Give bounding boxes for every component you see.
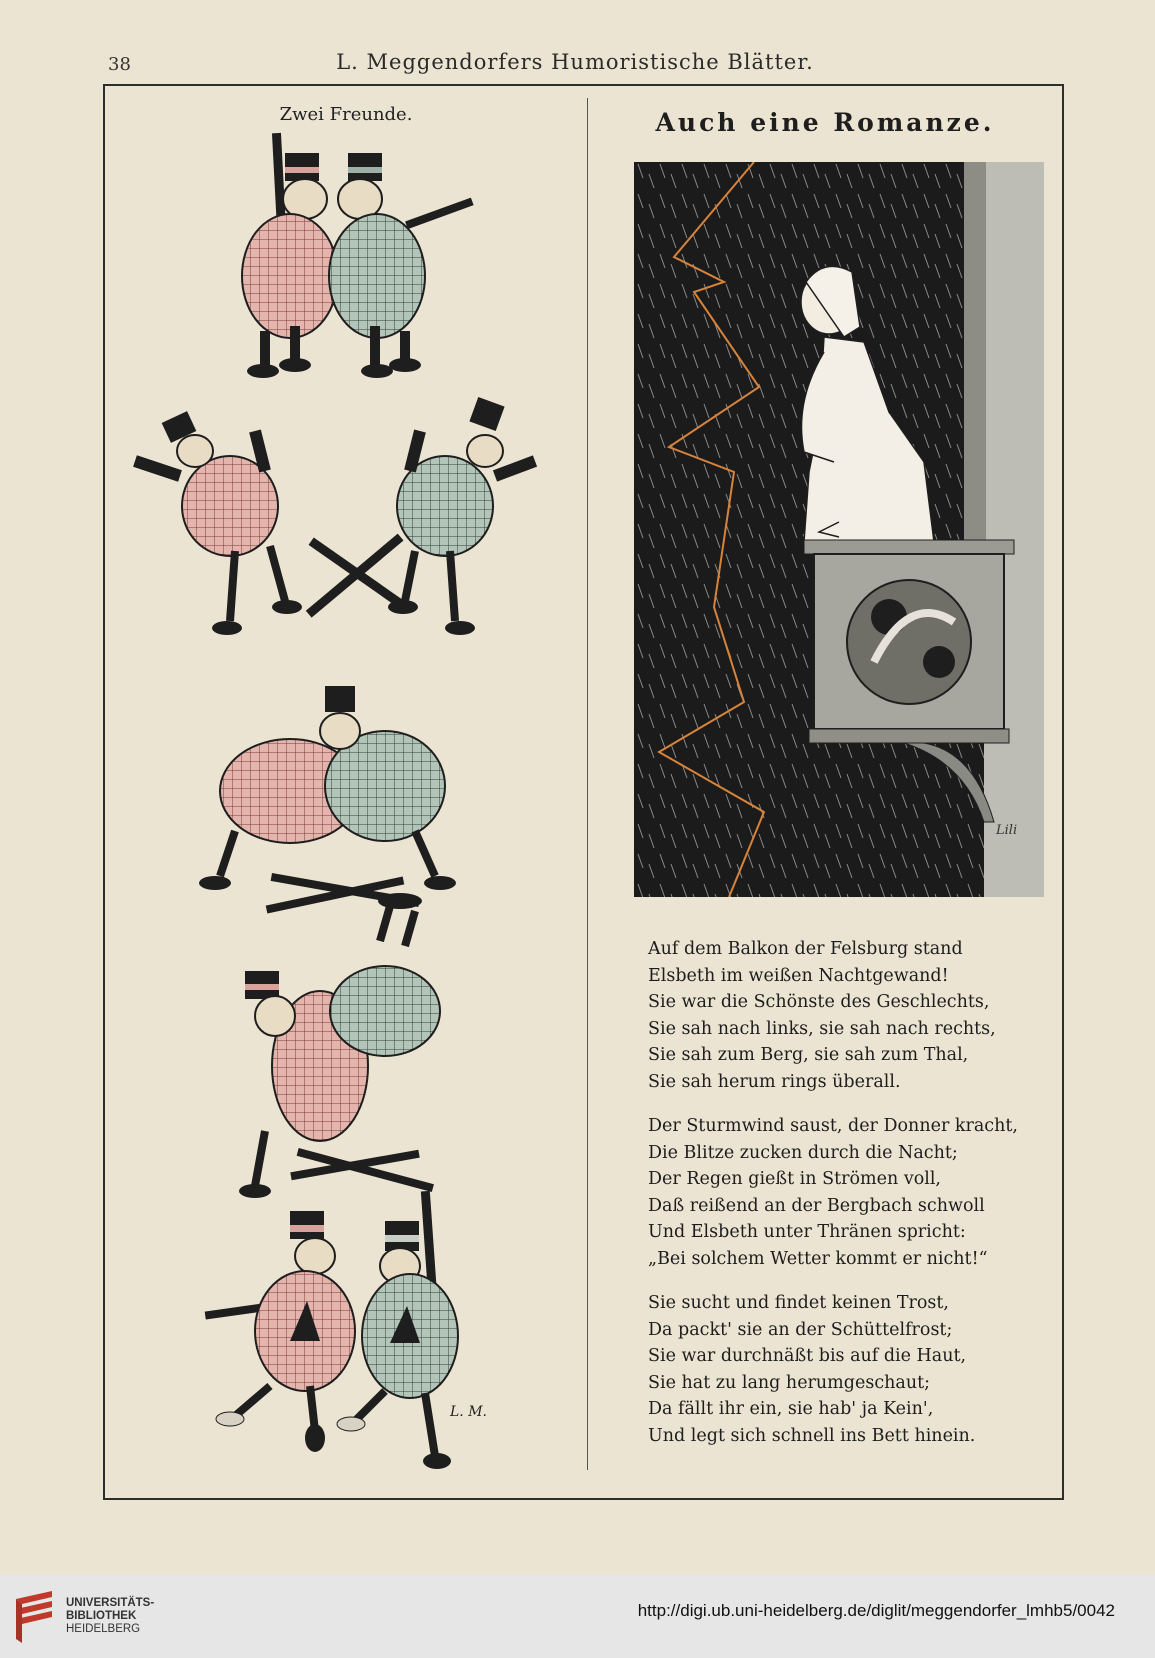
library-logo-icon	[12, 1589, 60, 1645]
poem-line: Und Elsbeth unter Thränen spricht:	[648, 1222, 966, 1242]
poem-line: Da fällt ihr ein, sie hab' ja Kein',	[648, 1399, 934, 1419]
scene-embrace	[242, 133, 474, 378]
stanza-2	[648, 1113, 1048, 1272]
poem-line: Die Blitze zucken durch die Nacht;	[648, 1142, 958, 1163]
poem-line: Sie sucht und findet keinen Trost,	[648, 1293, 949, 1313]
page-number: 38	[108, 54, 131, 75]
balcony-illustration	[634, 162, 1044, 897]
poem-line: Auf dem Balkon der Felsburg stand	[648, 939, 963, 959]
poem-line: Sie war durchnäßt bis auf die Haut,	[648, 1346, 967, 1366]
poem-line: Der Regen gießt in Strömen voll,	[648, 1169, 941, 1189]
balcony-signature: Lili	[996, 823, 1018, 838]
scene-apart	[135, 397, 535, 635]
poem-line: Sie sah zum Berg, sie sah zum Thal,	[648, 1045, 969, 1065]
scene-fight	[199, 686, 456, 913]
scene-upended	[239, 893, 440, 1198]
poem-line: Elsbeth im weißen Nachtgewand!	[648, 965, 949, 986]
poem-line: Daß reißend an der Bergbach schwoll	[648, 1195, 985, 1216]
library-name	[66, 1597, 154, 1636]
right-column	[588, 86, 1062, 1498]
running-title: L. Meggendorfers Humoristische Blätter.	[336, 50, 814, 74]
poem-title: Auch eine Romanze.	[655, 108, 995, 137]
permalink-url[interactable]: http://digi.ub.uni-heidelberg.de/diglit/meggendorfer_lmhb5/0042	[637, 1601, 1115, 1620]
library-name-line: BIBLIOTHEK	[66, 1610, 137, 1622]
poem-line: Der Sturmwind saust, der Donner kracht,	[648, 1116, 1018, 1136]
cartoon-illustration	[115, 131, 575, 1476]
cartoon-title: Zwei Freunde.	[279, 104, 413, 125]
poem-line: Sie hat zu lang herumgeschaut;	[648, 1372, 931, 1393]
scene-together	[205, 1191, 458, 1469]
poem-line: Sie sah nach links, sie sah nach rechts,	[648, 1018, 996, 1039]
poem-line: Und legt sich schnell ins Bett hinein.	[648, 1425, 976, 1446]
library-footer	[0, 1575, 1155, 1658]
poem-line: „Bei solchem Wetter kommt er nicht!“	[648, 1248, 988, 1269]
stanza-3	[648, 1290, 1048, 1449]
library-name-line: HEIDELBERG	[66, 1623, 141, 1635]
poem	[648, 936, 1048, 1467]
poem-line: Da packt' sie an der Schüttelfrost;	[648, 1319, 953, 1340]
stanza-1	[648, 936, 1048, 1095]
library-name-line: UNIVERSITÄTS-	[66, 1597, 155, 1609]
content-frame	[103, 84, 1064, 1500]
left-column	[105, 86, 587, 1498]
poem-line: Sie sah herum rings überall.	[648, 1071, 901, 1092]
page-header	[100, 50, 1050, 80]
poem-line: Sie war die Schönste des Geschlechts,	[648, 992, 990, 1012]
cartoon-signature: L. M.	[450, 1404, 487, 1420]
